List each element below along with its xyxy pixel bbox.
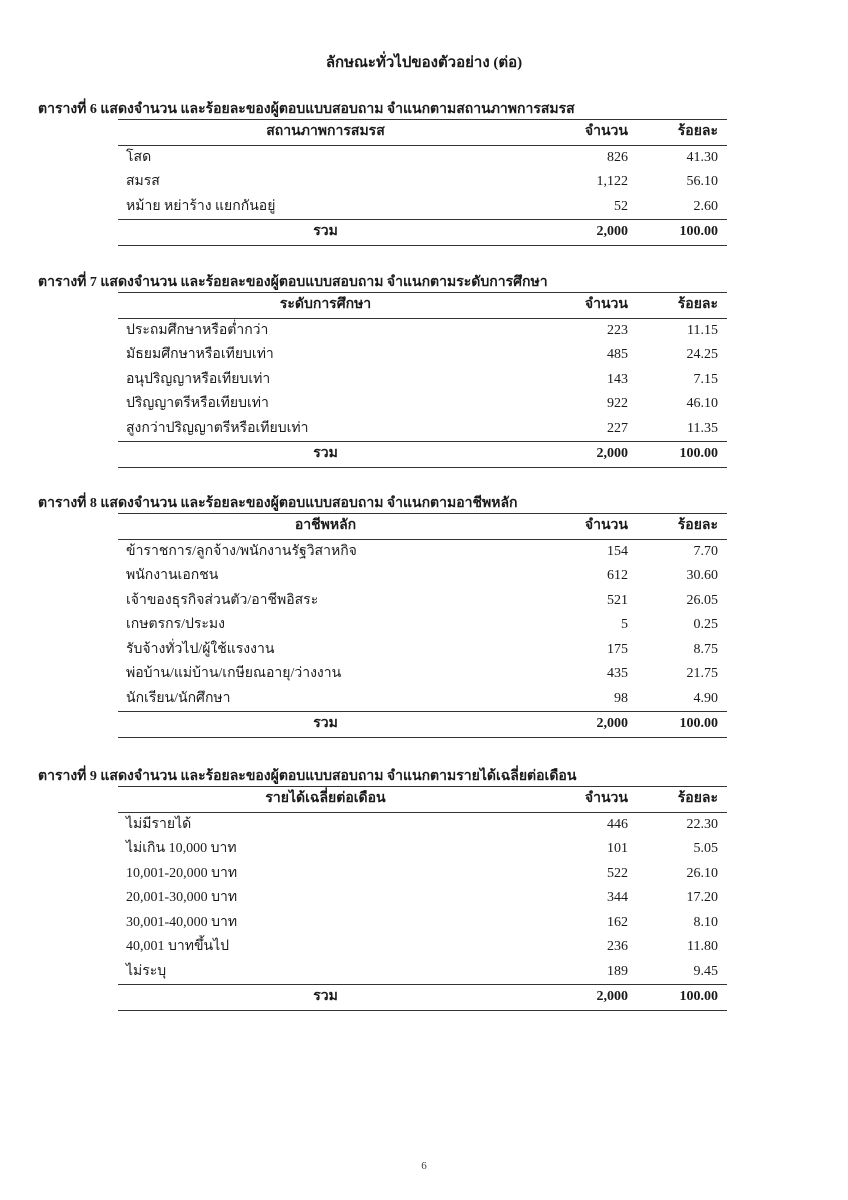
row-count: 154 bbox=[607, 543, 628, 559]
table-row bbox=[118, 392, 727, 417]
total-percent: 100.00 bbox=[679, 224, 718, 239]
table-6-section bbox=[38, 101, 738, 246]
row-label: เจ้าของธุรกิจส่วนตัว/อาชีพอิสระ bbox=[126, 592, 319, 608]
row-percent: 41.30 bbox=[686, 149, 718, 165]
table-row bbox=[118, 687, 727, 712]
page-title: ลักษณะทั่วไปของตัวอย่าง (ต่อ) bbox=[325, 55, 523, 71]
header-count: จำนวน bbox=[584, 518, 628, 533]
row-count: 826 bbox=[607, 149, 628, 165]
table-row bbox=[118, 960, 727, 985]
header-percent: ร้อยละ bbox=[677, 124, 718, 139]
row-count: 98 bbox=[614, 690, 628, 706]
row-label: มัธยมศึกษาหรือเทียบเท่า bbox=[126, 347, 274, 362]
row-label: ข้าราชการ/ลูกจ้าง/พนักงานรัฐวิสาหกิจ bbox=[126, 543, 357, 559]
table-7-section bbox=[38, 274, 738, 468]
table-9-section bbox=[38, 768, 738, 1011]
header-count: จำนวน bbox=[584, 124, 628, 139]
income-table bbox=[118, 786, 727, 1011]
row-count: 485 bbox=[607, 347, 628, 362]
table-row bbox=[118, 662, 727, 687]
row-percent: 7.70 bbox=[693, 543, 718, 559]
table-caption: ตารางที่ 8 แสดงจำนวน และร้อยละของผู้ตอบแบบสอบถาม จำแนกตามอาชีพหลัก bbox=[38, 496, 518, 511]
row-label: สูงกว่าปริญญาตรีหรือเทียบเท่า bbox=[126, 420, 309, 436]
table-row bbox=[118, 911, 727, 936]
row-label: 40,001 บาทขึ้นไป bbox=[126, 939, 230, 954]
row-percent: 11.15 bbox=[687, 322, 718, 338]
row-count: 522 bbox=[607, 865, 628, 881]
table-row bbox=[118, 837, 727, 862]
marital-status-table bbox=[118, 119, 727, 246]
table-row bbox=[118, 564, 727, 589]
table-caption: ตารางที่ 9 แสดงจำนวน และร้อยละของผู้ตอบแบบสอบถาม จำแนกตามรายได้เฉลี่ยต่อเดือน bbox=[38, 769, 577, 784]
header-category: รายได้เฉลี่ยต่อเดือน bbox=[265, 791, 386, 806]
table-row bbox=[118, 417, 727, 442]
row-count: 236 bbox=[607, 939, 628, 954]
row-label: โสด bbox=[126, 149, 152, 165]
row-count: 189 bbox=[607, 963, 628, 979]
row-count: 52 bbox=[614, 198, 628, 214]
row-label: 30,001-40,000 บาท bbox=[126, 914, 238, 930]
total-row bbox=[118, 220, 727, 246]
table-row bbox=[118, 638, 727, 663]
table-row bbox=[118, 589, 727, 614]
total-label: รวม bbox=[313, 224, 338, 239]
row-percent: 46.10 bbox=[686, 396, 718, 411]
row-percent: 17.20 bbox=[686, 890, 718, 905]
row-label: หม้าย หย่าร้าง แยกกันอยู่ bbox=[126, 198, 276, 214]
page-number: 6 bbox=[421, 1160, 427, 1172]
table-header-row bbox=[118, 120, 727, 146]
table-row bbox=[118, 368, 727, 393]
total-count: 2,000 bbox=[596, 989, 628, 1004]
row-label: พ่อบ้าน/แม่บ้าน/เกษียณอายุ/ว่างงาน bbox=[126, 666, 342, 681]
row-count: 344 bbox=[607, 890, 628, 905]
row-percent: 4.90 bbox=[693, 690, 718, 706]
total-count: 2,000 bbox=[596, 446, 628, 461]
header-percent: ร้อยละ bbox=[677, 297, 718, 312]
row-percent: 2.60 bbox=[693, 198, 718, 214]
header-category: อาชีพหลัก bbox=[294, 518, 357, 533]
table-row bbox=[118, 613, 727, 638]
total-percent: 100.00 bbox=[679, 446, 718, 461]
total-row bbox=[118, 712, 727, 738]
header-category: สถานภาพการสมรส bbox=[266, 124, 385, 139]
header-count: จำนวน bbox=[584, 791, 628, 806]
total-row bbox=[118, 985, 727, 1011]
row-count: 1,122 bbox=[596, 174, 628, 189]
row-percent: 56.10 bbox=[686, 174, 718, 189]
header-category: ระดับการศึกษา bbox=[279, 297, 372, 312]
row-label: ไม่มีรายได้ bbox=[126, 816, 192, 832]
row-label: ประถมศึกษาหรือต่ำกว่า bbox=[126, 322, 269, 338]
table-row bbox=[118, 886, 727, 911]
table-row bbox=[118, 170, 727, 195]
header-percent: ร้อยละ bbox=[677, 791, 718, 806]
row-label: รับจ้างทั่วไป/ผู้ใช้แรงงาน bbox=[126, 641, 275, 657]
row-label: พนักงานเอกชน bbox=[126, 568, 219, 583]
table-8-section bbox=[38, 495, 738, 738]
table-row bbox=[118, 318, 727, 343]
education-table bbox=[118, 292, 727, 468]
row-count: 612 bbox=[607, 568, 628, 583]
row-label: 10,001-20,000 บาท bbox=[126, 865, 238, 881]
row-label: ปริญญาตรีหรือเทียบเท่า bbox=[126, 396, 269, 411]
header-percent: ร้อยละ bbox=[677, 518, 718, 533]
table-row bbox=[118, 862, 727, 887]
row-count: 922 bbox=[607, 396, 628, 411]
row-count: 162 bbox=[607, 914, 628, 930]
row-percent: 9.45 bbox=[693, 963, 718, 979]
total-label: รวม bbox=[313, 989, 338, 1004]
row-percent: 30.60 bbox=[686, 568, 718, 583]
row-label: ไม่ระบุ bbox=[126, 963, 167, 979]
row-percent: 8.10 bbox=[693, 914, 718, 930]
row-percent: 24.25 bbox=[686, 347, 718, 362]
row-count: 143 bbox=[607, 371, 628, 387]
total-count: 2,000 bbox=[596, 224, 628, 239]
occupation-table bbox=[118, 513, 727, 738]
row-label: 20,001-30,000 บาท bbox=[126, 890, 238, 905]
row-count: 446 bbox=[607, 816, 628, 832]
row-count: 227 bbox=[607, 420, 628, 436]
table-header-row bbox=[118, 787, 727, 813]
total-row bbox=[118, 442, 727, 468]
total-percent: 100.00 bbox=[679, 716, 718, 731]
row-percent: 26.10 bbox=[686, 865, 718, 881]
row-label: ไม่เกิน 10,000 บาท bbox=[126, 841, 237, 856]
row-count: 223 bbox=[607, 322, 628, 338]
row-label: สมรส bbox=[126, 174, 160, 189]
total-count: 2,000 bbox=[596, 716, 628, 731]
table-row bbox=[118, 812, 727, 837]
row-percent: 0.25 bbox=[693, 617, 718, 632]
total-percent: 100.00 bbox=[679, 989, 718, 1004]
total-label: รวม bbox=[313, 446, 338, 461]
row-label: นักเรียน/นักศึกษา bbox=[126, 690, 231, 706]
row-count: 175 bbox=[607, 641, 628, 657]
row-label: อนุปริญญาหรือเทียบเท่า bbox=[126, 371, 271, 387]
table-caption: ตารางที่ 6 แสดงจำนวน และร้อยละของผู้ตอบแบบสอบถาม จำแนกตามสถานภาพการสมรส bbox=[38, 102, 575, 117]
row-label: เกษตรกร/ประมง bbox=[126, 617, 225, 632]
row-count: 521 bbox=[607, 592, 628, 608]
row-percent: 11.35 bbox=[687, 420, 718, 436]
table-row bbox=[118, 343, 727, 368]
row-percent: 22.30 bbox=[686, 816, 718, 832]
row-percent: 21.75 bbox=[686, 666, 718, 681]
table-header-row bbox=[118, 514, 727, 540]
row-percent: 11.80 bbox=[687, 939, 718, 954]
table-row bbox=[118, 195, 727, 220]
row-percent: 7.15 bbox=[693, 371, 718, 387]
table-caption: ตารางที่ 7 แสดงจำนวน และร้อยละของผู้ตอบแบบสอบถาม จำแนกตามระดับการศึกษา bbox=[38, 275, 548, 290]
row-count: 435 bbox=[607, 666, 628, 681]
row-count: 101 bbox=[607, 841, 628, 856]
row-count: 5 bbox=[621, 617, 628, 632]
row-percent: 5.05 bbox=[693, 841, 718, 856]
row-percent: 26.05 bbox=[686, 592, 718, 608]
row-percent: 8.75 bbox=[693, 641, 718, 657]
header-count: จำนวน bbox=[584, 297, 628, 312]
total-label: รวม bbox=[313, 716, 338, 731]
table-row bbox=[118, 539, 727, 564]
table-row bbox=[118, 145, 727, 170]
table-row bbox=[118, 935, 727, 960]
table-header-row bbox=[118, 293, 727, 319]
